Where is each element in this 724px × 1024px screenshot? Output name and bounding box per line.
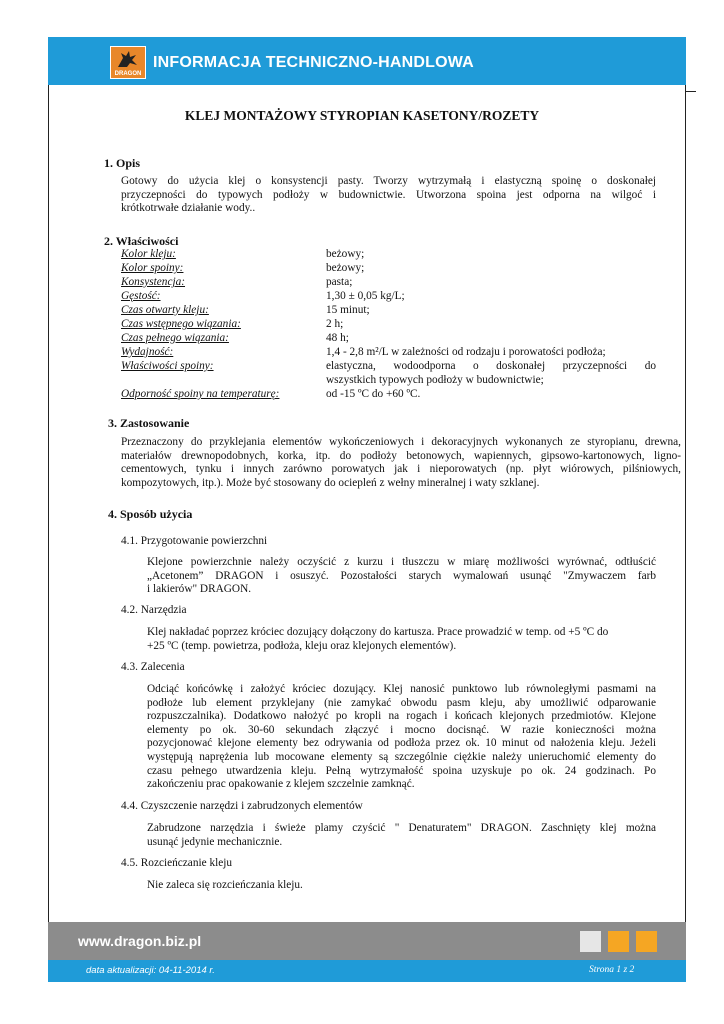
text-line: Nie zaleca się rozcieńczania kleju. bbox=[147, 879, 303, 891]
subsection-4-1-text bbox=[147, 556, 656, 597]
prop-value: od -15 ºC do +60 ºC. bbox=[326, 388, 421, 400]
subsection-4-2-heading: 4.2. Narzędzia bbox=[121, 604, 187, 616]
section-2-heading: 2. Właściwości bbox=[104, 234, 179, 248]
text-line: zakończeniu prac opakowanie z klejem szczelnie zamknąć. bbox=[147, 778, 415, 791]
footer-square-icon bbox=[580, 931, 601, 952]
subsection-4-1-heading: 4.1. Przygotowanie powierzchni bbox=[121, 535, 268, 547]
text-line: Gotowy do użycia klej o konsystencji pasty. Tworzy wytrzymałą i elastyczną spoinę o doskonałej bbox=[121, 175, 656, 187]
prop-value: beżowy; bbox=[326, 248, 365, 260]
text-line: Przeznaczony do przyklejania elementów wykończeniowych i dekoracyjnych wykonanych ze styropianu, drewna, bbox=[121, 436, 681, 448]
text-line: występują naprężenia lub mocowane elementy są szczególnie ciężkie należy unieruchomić elementy do bbox=[147, 750, 656, 763]
prop-value: 15 minut; bbox=[326, 304, 370, 316]
text-line: +25 ºC (temp. powietrza, podłoża, kleju oraz klejonych elementów). bbox=[147, 639, 457, 652]
footer-square-icon bbox=[608, 931, 629, 952]
section-3-heading: 3. Zastosowanie bbox=[108, 416, 190, 430]
prop-value: wszystkich typowych podłoży w budownictwie; bbox=[326, 374, 544, 386]
section-1-heading: 1. Opis bbox=[104, 156, 141, 170]
dragon-logo bbox=[110, 46, 146, 79]
prop-label: Czas otwarty kleju: bbox=[121, 304, 209, 316]
text-line: Klejone powierzchnie należy oczyścić z kurzu i tłuszczu w miarę możliwości wyrównać, odtłuścić bbox=[147, 556, 656, 568]
dragon-icon bbox=[115, 49, 141, 69]
prop-value: beżowy; bbox=[326, 262, 365, 274]
section-1-text bbox=[121, 175, 656, 216]
prop-label: Właściwości spoiny: bbox=[121, 360, 214, 372]
logo-text: DRAGON bbox=[114, 71, 142, 77]
prop-label: Odporność spoiny na temperaturę: bbox=[121, 388, 280, 400]
text-line: czasu pełnego utwardzenia kleju. Pełną wytrzymałość spoina uzyskuje po ok. 24 godzinach. Po bbox=[147, 764, 656, 777]
subsection-4-2-text bbox=[147, 626, 656, 653]
text-line: elementy po ok. 30-60 sekundach złączyć i mocno docisnąć. W razie konieczności można bbox=[147, 723, 656, 736]
text-line: i lakierów" DRAGON. bbox=[147, 583, 252, 596]
section-4-heading: 4. Sposób użycia bbox=[108, 507, 193, 521]
page-number: Strona 1 z 2 bbox=[589, 965, 635, 975]
text-line: rozpuszczalnika). Dodatkowo nałożyć po kropli na rogach i końcach klejonych przedmiotów. Klejone bbox=[147, 710, 656, 723]
prop-label: Wydajność: bbox=[121, 346, 174, 358]
update-date: data aktualizacji: 04-11-2014 r. bbox=[86, 965, 215, 976]
prop-label: Gęstość: bbox=[121, 290, 161, 302]
prop-value: pasta; bbox=[326, 276, 353, 288]
prop-label: Kolor spoiny: bbox=[121, 262, 184, 274]
prop-value: 48 h; bbox=[326, 332, 349, 344]
document-title: KLEJ MONTAŻOWY STYROPIAN KASETONY/ROZETY bbox=[184, 108, 540, 123]
footer-url-link[interactable]: www.dragon.biz.pl bbox=[78, 933, 202, 949]
prop-label: Czas wstępnego wiązania: bbox=[121, 318, 241, 330]
text-line: krótkotrwałe działanie wody.. bbox=[121, 202, 256, 215]
text-line: Klej nakładać poprzez króciec dozujący dołączony do kartusza. Prace prowadzić w temp. od +5 ºC do bbox=[147, 626, 609, 638]
prop-value: elastyczna, wodoodporna o doskonałej przyczepności do bbox=[326, 360, 656, 372]
text-line: kompozytowych, itp.). Może być stosowany do ociepleń z wełny mineralnej i waty szklanej. bbox=[121, 476, 540, 489]
section-3-text bbox=[121, 436, 681, 490]
text-line: Odciąć końcówkę i założyć króciec dozujący. Klej nanosić punktowo lub równoległymi pasmami na bbox=[147, 683, 656, 695]
text-line: „Acetonem” DRAGON i osuszyć. Pozostałości starych wymalowań usunąć "Zmywaczem farb bbox=[147, 569, 656, 582]
subsection-4-3-heading: 4.3. Zalecenia bbox=[121, 661, 185, 673]
text-line: usunąć jedynie mechanicznie. bbox=[147, 835, 283, 848]
subsection-4-5-heading: 4.5. Rozcieńczanie kleju bbox=[121, 857, 233, 869]
text-line: podłoże lub element przyklejany (nie zamykać obwodu pasm kleju, aby umożliwić odparowanie bbox=[147, 696, 656, 709]
header-title: INFORMACJA TECHNICZNO-HANDLOWA bbox=[153, 54, 474, 71]
text-line: Zabrudzone narzędzia i świeże plamy czyścić " Denaturatem" DRAGON. Zaschnięty klej można bbox=[147, 822, 656, 834]
prop-value: 1,30 ± 0,05 kg/L; bbox=[326, 290, 405, 302]
edge-tick bbox=[686, 91, 696, 92]
prop-value: 1,4 - 2,8 m²/L w zależności od rodzaju i porowatości podłoża; bbox=[326, 346, 606, 358]
subsection-4-4-heading: 4.4. Czyszczenie narzędzi i zabrudzonych elementów bbox=[121, 800, 363, 812]
text-line: cementowych, tynku i innych zarówno porowatych jak i nieporowatych (np. płyt wiórowych, pilśniowych, bbox=[121, 463, 681, 476]
text-line: materiałów drewnopodobnych, korka, itp. do podłoży betonowych, wapiennych, gipsowo-kartonowych, ligno- bbox=[121, 449, 681, 462]
prop-label: Konsystencja: bbox=[121, 276, 186, 288]
text-line: pozycjonować klejone elementy bez odrywania od podłoża przez ok. 10 minut od nałożenia kleju. Jeżeli bbox=[147, 737, 656, 750]
prop-value: 2 h; bbox=[326, 318, 344, 330]
subsection-4-5-text bbox=[147, 879, 656, 893]
subsection-4-4-text bbox=[147, 822, 656, 849]
prop-label: Kolor kleju: bbox=[121, 248, 176, 260]
footer-square-icon bbox=[636, 931, 657, 952]
subsection-4-3-text bbox=[147, 683, 656, 792]
text-line: przyczepności do typowych podłoży w budownictwie. Utworzona spoina jest odporna na wilgoć i bbox=[121, 188, 656, 201]
prop-label: Czas pełnego wiązania: bbox=[121, 332, 229, 344]
